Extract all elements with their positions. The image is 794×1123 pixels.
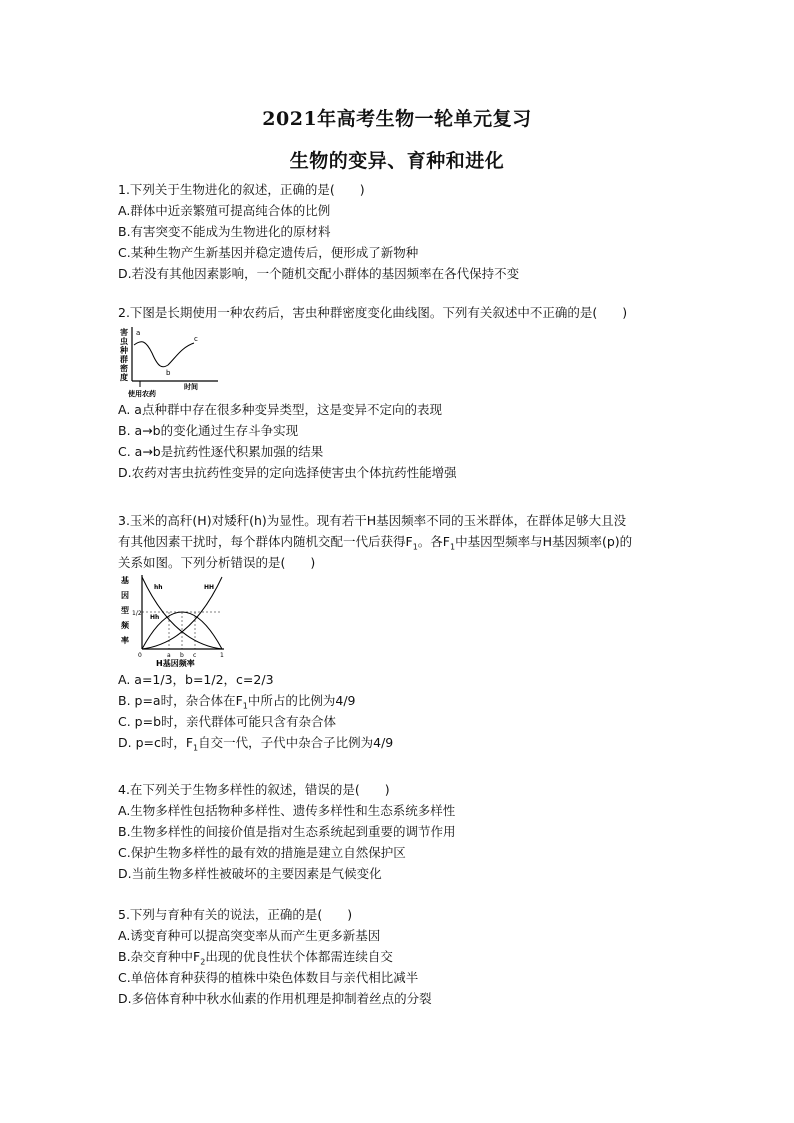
question-2-stem: 2.下图是长期使用一种农药后，害虫种群密度变化曲线图。下列有关叙述中不正确的是( ) bbox=[118, 305, 628, 320]
question-3-option-b: B. p=a时，杂合体在$F_1$中所占的比例为4/9 bbox=[118, 693, 356, 711]
figure-ylabel-4: 群 bbox=[120, 355, 128, 364]
HH-label: HH bbox=[204, 584, 215, 591]
document-subtitle: 生物的变异、育种和进化 bbox=[289, 150, 505, 172]
figure3-xlabel: H基因频率 bbox=[156, 659, 195, 668]
figure-ylabel-3: 种 bbox=[120, 346, 128, 355]
question-2-option-d: D.农药对害虫抗药性变异的定向选择使害虫个体抗药性能增强 bbox=[118, 465, 457, 480]
figure3-ylabel-5: 率 bbox=[121, 636, 129, 645]
point-c-label: c bbox=[194, 335, 198, 343]
question-2-option-c: C. a→b是抗药性逐代积累加强的结果 bbox=[118, 444, 324, 459]
question-1-option-c: C.某种生物产生新基因并稳定遗传后，便形成了新物种 bbox=[118, 245, 419, 260]
question-5-stem: 5.下列与育种有关的说法，正确的是( ) bbox=[118, 907, 353, 922]
figure3-ytick: 1/2 bbox=[132, 610, 142, 617]
figure3-ylabel-3: 型 bbox=[121, 606, 129, 615]
question-1-option-d: D.若没有其他因素影响，一个随机交配小群体的基因频率在各代保持不变 bbox=[118, 266, 520, 281]
tick-1: 1 bbox=[220, 652, 224, 659]
document-title: 2021年高考生物一轮单元复习 bbox=[262, 108, 532, 130]
question-2-option-b: B. a→b的变化通过生存斗争实现 bbox=[118, 423, 299, 438]
question-2 bbox=[118, 302, 708, 483]
tick-c: c bbox=[193, 652, 197, 659]
question-4-option-b: B.生物多样性的间接价值是指对生态系统起到重要的调节作用 bbox=[118, 824, 456, 839]
question-4-option-a: A.生物多样性包括物种多样性、遗传多样性和生态系统多样性 bbox=[118, 803, 456, 818]
question-3 bbox=[118, 510, 708, 753]
figure3-ylabel-4: 频 bbox=[121, 621, 129, 630]
question-4-option-d: D.当前生物多样性被破坏的主要因素是气候变化 bbox=[118, 866, 382, 881]
question-1 bbox=[118, 179, 708, 284]
figure-xlabel: 时间 bbox=[184, 383, 198, 391]
figure3-ylabel-1: 基 bbox=[121, 576, 129, 585]
Hh-label: Hh bbox=[150, 614, 160, 621]
tick-a: a bbox=[167, 652, 171, 659]
figure3-ylabel-2: 因 bbox=[121, 591, 129, 600]
question-5-option-d: D.多倍体育种中秋水仙素的作用机理是抑制着丝点的分裂 bbox=[118, 991, 432, 1006]
figure-ylabel-1: 害 bbox=[120, 328, 128, 337]
hh-label: hh bbox=[154, 584, 163, 591]
question-3-option-d: D. p=c时，$F_1$自交一代，子代中杂合子比例为4/9 bbox=[118, 735, 394, 753]
question-3-stem-line-2: 有其他因素干扰时，每个群体内随机交配一代后获得$F_1$。各$F_1$中基因型频率与H基因频率(p)的 bbox=[118, 534, 633, 552]
question-5 bbox=[118, 904, 708, 1009]
question-3-stem-line-3: 关系如图。下列分析错误的是( ) bbox=[118, 555, 316, 570]
question-3-stem-line-1: 3.玉米的高秆(H)对矮秆(h)为显性。现有若干H基因频率不同的玉米群体，在群体足够大且没 bbox=[118, 513, 627, 528]
point-b-label: b bbox=[166, 369, 171, 377]
question-1-option-a: A.群体中近亲繁殖可提高纯合体的比例 bbox=[118, 203, 331, 218]
question-5-option-a: A.诱变育种可以提高突变率从而产生更多新基因 bbox=[118, 928, 381, 943]
figure-marker-label: 使用农药 bbox=[128, 390, 156, 398]
figure-ylabel-2: 虫 bbox=[120, 337, 128, 346]
question-4-option-c: C.保护生物多样性的最有效的措施是建立自然保护区 bbox=[118, 845, 406, 860]
question-2-option-a: A. a点种群中存在很多种变异类型，这是变异不定向的表现 bbox=[118, 402, 442, 417]
question-3-option-c: C. p=b时，亲代群体可能只含有杂合体 bbox=[118, 714, 337, 729]
figure-ylabel-6: 度 bbox=[120, 373, 128, 382]
genotype-frequency-figure bbox=[118, 573, 230, 669]
density-curve bbox=[134, 342, 194, 367]
tick-0: 0 bbox=[138, 652, 142, 659]
question-3-option-a: A. a=1/3，b=1/2，c=2/3 bbox=[118, 672, 274, 687]
question-1-option-b: B.有害突变不能成为生物进化的原材料 bbox=[118, 224, 331, 239]
question-5-option-b: B.杂交育种中$F_2$出现的优良性状个体都需连续自交 bbox=[118, 949, 393, 967]
question-1-stem: 1.下列关于生物进化的叙述，正确的是( ) bbox=[118, 182, 365, 197]
tick-b: b bbox=[180, 652, 184, 659]
question-4 bbox=[118, 779, 708, 884]
question-5-option-c: C.单倍体育种获得的植株中染色体数目与亲代相比减半 bbox=[118, 970, 419, 985]
point-a-label: a bbox=[136, 329, 141, 337]
question-4-stem: 4.在下列关于生物多样性的叙述，错误的是( ) bbox=[118, 782, 390, 797]
figure-ylabel-5: 密 bbox=[120, 364, 128, 373]
pest-density-figure bbox=[118, 323, 228, 399]
